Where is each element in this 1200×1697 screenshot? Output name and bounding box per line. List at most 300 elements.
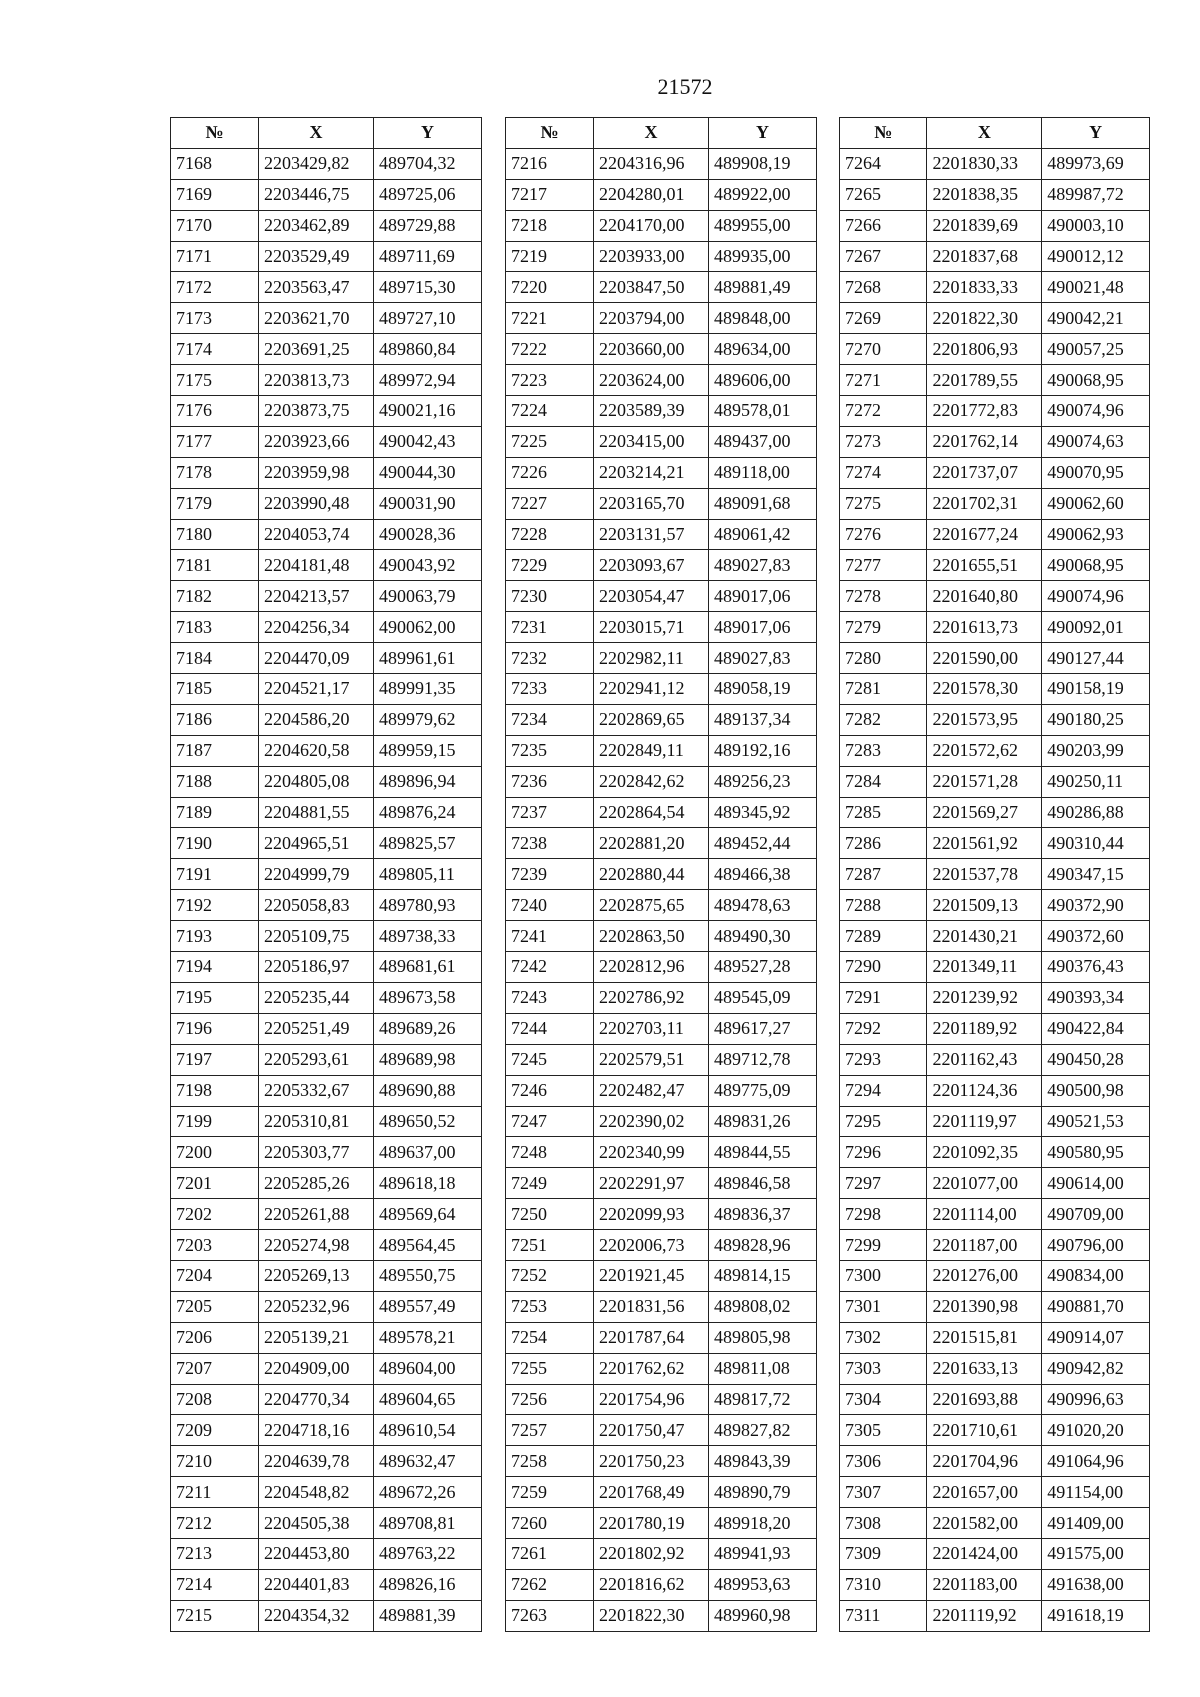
y-coordinate: 490180,25 xyxy=(1042,704,1150,735)
table-row xyxy=(840,365,1150,396)
y-coordinate: 490074,96 xyxy=(1042,581,1150,612)
x-coordinate: 2201124,36 xyxy=(927,1075,1042,1106)
x-coordinate: 2201806,93 xyxy=(927,334,1042,365)
coordinate-table-1 xyxy=(170,117,482,1632)
x-coordinate: 2203165,70 xyxy=(594,488,709,519)
point-number: 7271 xyxy=(840,365,927,396)
x-coordinate: 2204316,96 xyxy=(594,148,709,179)
x-coordinate: 2201569,27 xyxy=(927,797,1042,828)
y-coordinate: 490881,70 xyxy=(1042,1291,1150,1322)
y-coordinate: 489846,58 xyxy=(709,1168,817,1199)
point-number: 7216 xyxy=(506,148,594,179)
y-coordinate: 490062,60 xyxy=(1042,488,1150,519)
point-number: 7180 xyxy=(171,519,259,550)
x-coordinate: 2201162,43 xyxy=(927,1044,1042,1075)
table-row xyxy=(840,674,1150,705)
y-coordinate: 489814,15 xyxy=(709,1260,817,1291)
x-coordinate: 2201572,62 xyxy=(927,735,1042,766)
point-number: 7190 xyxy=(171,828,259,859)
x-coordinate: 2203589,39 xyxy=(594,396,709,427)
point-number: 7194 xyxy=(171,952,259,983)
y-coordinate: 489256,23 xyxy=(709,766,817,797)
table-row xyxy=(840,1446,1150,1477)
table-row xyxy=(506,674,817,705)
header-y: Y xyxy=(1042,118,1150,149)
table-row xyxy=(840,1538,1150,1569)
x-coordinate: 2204213,57 xyxy=(259,581,374,612)
point-number: 7252 xyxy=(506,1260,594,1291)
table-row xyxy=(506,550,817,581)
table-header-row xyxy=(506,118,817,149)
table-row xyxy=(506,1044,817,1075)
y-coordinate: 489578,21 xyxy=(374,1322,482,1353)
x-coordinate: 2203563,47 xyxy=(259,272,374,303)
y-coordinate: 489058,19 xyxy=(709,674,817,705)
y-coordinate: 490044,30 xyxy=(374,457,482,488)
y-coordinate: 490074,96 xyxy=(1042,396,1150,427)
table-row xyxy=(171,396,482,427)
point-number: 7188 xyxy=(171,766,259,797)
point-number: 7290 xyxy=(840,952,927,983)
point-number: 7214 xyxy=(171,1569,259,1600)
x-coordinate: 2201640,80 xyxy=(927,581,1042,612)
table-row xyxy=(840,828,1150,859)
y-coordinate: 489729,88 xyxy=(374,210,482,241)
point-number: 7231 xyxy=(506,612,594,643)
coordinate-table-3 xyxy=(839,117,1150,1632)
x-coordinate: 2204965,51 xyxy=(259,828,374,859)
x-coordinate: 2204548,82 xyxy=(259,1477,374,1508)
table-row xyxy=(171,1538,482,1569)
x-coordinate: 2203015,71 xyxy=(594,612,709,643)
table-row xyxy=(840,643,1150,674)
y-coordinate: 489922,00 xyxy=(709,179,817,210)
point-number: 7264 xyxy=(840,148,927,179)
x-coordinate: 2201430,21 xyxy=(927,921,1042,952)
point-number: 7306 xyxy=(840,1446,927,1477)
table-row xyxy=(840,921,1150,952)
y-coordinate: 490500,98 xyxy=(1042,1075,1150,1106)
point-number: 7205 xyxy=(171,1291,259,1322)
table-row xyxy=(840,612,1150,643)
table-row xyxy=(171,1106,482,1137)
point-number: 7215 xyxy=(171,1600,259,1631)
point-number: 7273 xyxy=(840,426,927,457)
y-coordinate: 490372,60 xyxy=(1042,921,1150,952)
table-row xyxy=(506,921,817,952)
table-row xyxy=(840,210,1150,241)
table-row xyxy=(840,1569,1150,1600)
x-coordinate: 2202390,02 xyxy=(594,1106,709,1137)
y-coordinate: 490422,84 xyxy=(1042,1013,1150,1044)
table-row xyxy=(171,550,482,581)
y-coordinate: 490250,11 xyxy=(1042,766,1150,797)
x-coordinate: 2201114,00 xyxy=(927,1199,1042,1230)
y-coordinate: 490127,44 xyxy=(1042,643,1150,674)
point-number: 7266 xyxy=(840,210,927,241)
table-row xyxy=(506,643,817,674)
point-number: 7297 xyxy=(840,1168,927,1199)
point-number: 7201 xyxy=(171,1168,259,1199)
x-coordinate: 2204401,83 xyxy=(259,1569,374,1600)
point-number: 7169 xyxy=(171,179,259,210)
x-coordinate: 2205109,75 xyxy=(259,921,374,952)
point-number: 7184 xyxy=(171,643,259,674)
x-coordinate: 2202703,11 xyxy=(594,1013,709,1044)
x-coordinate: 2204181,48 xyxy=(259,550,374,581)
point-number: 7301 xyxy=(840,1291,927,1322)
table-row xyxy=(171,1230,482,1261)
y-coordinate: 489118,00 xyxy=(709,457,817,488)
y-coordinate: 490021,16 xyxy=(374,396,482,427)
x-coordinate: 2201830,33 xyxy=(927,148,1042,179)
point-number: 7211 xyxy=(171,1477,259,1508)
point-number: 7171 xyxy=(171,241,259,272)
point-number: 7267 xyxy=(840,241,927,272)
y-coordinate: 489711,69 xyxy=(374,241,482,272)
table-row xyxy=(840,1477,1150,1508)
point-number: 7253 xyxy=(506,1291,594,1322)
point-number: 7291 xyxy=(840,982,927,1013)
y-coordinate: 489805,98 xyxy=(709,1322,817,1353)
y-coordinate: 489808,02 xyxy=(709,1291,817,1322)
x-coordinate: 2201571,28 xyxy=(927,766,1042,797)
point-number: 7261 xyxy=(506,1538,594,1569)
table-row xyxy=(506,426,817,457)
point-number: 7304 xyxy=(840,1384,927,1415)
table-row xyxy=(840,859,1150,890)
point-number: 7269 xyxy=(840,303,927,334)
point-number: 7228 xyxy=(506,519,594,550)
table-row xyxy=(506,365,817,396)
table-row xyxy=(171,272,482,303)
table-row xyxy=(171,1168,482,1199)
table-row xyxy=(506,766,817,797)
y-coordinate: 489550,75 xyxy=(374,1260,482,1291)
table-row xyxy=(506,303,817,334)
y-coordinate: 489672,26 xyxy=(374,1477,482,1508)
point-number: 7241 xyxy=(506,921,594,952)
y-coordinate: 489805,11 xyxy=(374,859,482,890)
table-row xyxy=(506,1230,817,1261)
x-coordinate: 2201655,51 xyxy=(927,550,1042,581)
y-coordinate: 489634,00 xyxy=(709,334,817,365)
table-row xyxy=(840,457,1150,488)
table-row xyxy=(840,241,1150,272)
y-coordinate: 489557,49 xyxy=(374,1291,482,1322)
table-row xyxy=(171,1137,482,1168)
table-row xyxy=(840,1353,1150,1384)
header-y: Y xyxy=(374,118,482,149)
table-row xyxy=(840,272,1150,303)
y-coordinate: 490203,99 xyxy=(1042,735,1150,766)
x-coordinate: 2201633,13 xyxy=(927,1353,1042,1384)
point-number: 7181 xyxy=(171,550,259,581)
table-row xyxy=(506,1446,817,1477)
table-row xyxy=(506,457,817,488)
table-row xyxy=(840,148,1150,179)
x-coordinate: 2201677,24 xyxy=(927,519,1042,550)
point-number: 7209 xyxy=(171,1415,259,1446)
point-number: 7229 xyxy=(506,550,594,581)
y-coordinate: 489017,06 xyxy=(709,612,817,643)
x-coordinate: 2203990,48 xyxy=(259,488,374,519)
point-number: 7192 xyxy=(171,890,259,921)
x-coordinate: 2201702,31 xyxy=(927,488,1042,519)
y-coordinate: 489606,00 xyxy=(709,365,817,396)
table-row xyxy=(171,488,482,519)
y-coordinate: 489955,00 xyxy=(709,210,817,241)
point-number: 7309 xyxy=(840,1538,927,1569)
point-number: 7254 xyxy=(506,1322,594,1353)
x-coordinate: 2201822,30 xyxy=(594,1600,709,1631)
table-row xyxy=(506,1322,817,1353)
y-coordinate: 489918,20 xyxy=(709,1508,817,1539)
table-row xyxy=(506,704,817,735)
point-number: 7227 xyxy=(506,488,594,519)
table-row xyxy=(171,921,482,952)
y-coordinate: 490709,00 xyxy=(1042,1199,1150,1230)
y-coordinate: 490068,95 xyxy=(1042,365,1150,396)
x-coordinate: 2202849,11 xyxy=(594,735,709,766)
y-coordinate: 490521,53 xyxy=(1042,1106,1150,1137)
point-number: 7221 xyxy=(506,303,594,334)
x-coordinate: 2201239,92 xyxy=(927,982,1042,1013)
table-row xyxy=(171,1260,482,1291)
table-row xyxy=(171,766,482,797)
x-coordinate: 2204280,01 xyxy=(594,179,709,210)
y-coordinate: 490003,10 xyxy=(1042,210,1150,241)
x-coordinate: 2202340,99 xyxy=(594,1137,709,1168)
y-coordinate: 490942,82 xyxy=(1042,1353,1150,1384)
table-row xyxy=(840,1137,1150,1168)
x-coordinate: 2202941,12 xyxy=(594,674,709,705)
x-coordinate: 2204639,78 xyxy=(259,1446,374,1477)
y-coordinate: 490074,63 xyxy=(1042,426,1150,457)
point-number: 7255 xyxy=(506,1353,594,1384)
table-row xyxy=(171,519,482,550)
point-number: 7218 xyxy=(506,210,594,241)
table-row xyxy=(506,488,817,519)
x-coordinate: 2201390,98 xyxy=(927,1291,1042,1322)
y-coordinate: 489527,28 xyxy=(709,952,817,983)
point-number: 7210 xyxy=(171,1446,259,1477)
x-coordinate: 2201276,00 xyxy=(927,1260,1042,1291)
point-number: 7206 xyxy=(171,1322,259,1353)
point-number: 7286 xyxy=(840,828,927,859)
x-coordinate: 2204805,08 xyxy=(259,766,374,797)
y-coordinate: 490057,25 xyxy=(1042,334,1150,365)
y-coordinate: 490043,92 xyxy=(374,550,482,581)
point-number: 7239 xyxy=(506,859,594,890)
y-coordinate: 489712,78 xyxy=(709,1044,817,1075)
point-number: 7179 xyxy=(171,488,259,519)
point-number: 7293 xyxy=(840,1044,927,1075)
point-number: 7272 xyxy=(840,396,927,427)
point-number: 7198 xyxy=(171,1075,259,1106)
point-number: 7244 xyxy=(506,1013,594,1044)
table-row xyxy=(506,1168,817,1199)
y-coordinate: 489843,39 xyxy=(709,1446,817,1477)
x-coordinate: 2201816,62 xyxy=(594,1569,709,1600)
table-row xyxy=(506,148,817,179)
x-coordinate: 2201762,62 xyxy=(594,1353,709,1384)
y-coordinate: 489831,26 xyxy=(709,1106,817,1137)
x-coordinate: 2202482,47 xyxy=(594,1075,709,1106)
y-coordinate: 490914,07 xyxy=(1042,1322,1150,1353)
point-number: 7288 xyxy=(840,890,927,921)
x-coordinate: 2201578,30 xyxy=(927,674,1042,705)
point-number: 7260 xyxy=(506,1508,594,1539)
x-coordinate: 2202099,93 xyxy=(594,1199,709,1230)
table-row xyxy=(840,1260,1150,1291)
y-coordinate: 489437,00 xyxy=(709,426,817,457)
y-coordinate: 489452,44 xyxy=(709,828,817,859)
table-row xyxy=(840,1013,1150,1044)
point-number: 7279 xyxy=(840,612,927,643)
table-row xyxy=(506,1013,817,1044)
table-row xyxy=(840,1600,1150,1631)
point-number: 7296 xyxy=(840,1137,927,1168)
point-number: 7245 xyxy=(506,1044,594,1075)
point-number: 7284 xyxy=(840,766,927,797)
y-coordinate: 489091,68 xyxy=(709,488,817,519)
x-coordinate: 2201789,55 xyxy=(927,365,1042,396)
point-number: 7189 xyxy=(171,797,259,828)
y-coordinate: 489725,06 xyxy=(374,179,482,210)
table-row xyxy=(171,1044,482,1075)
table-row xyxy=(171,1415,482,1446)
point-number: 7193 xyxy=(171,921,259,952)
point-number: 7257 xyxy=(506,1415,594,1446)
point-number: 7242 xyxy=(506,952,594,983)
coordinate-table-2 xyxy=(505,117,817,1632)
y-coordinate: 489617,27 xyxy=(709,1013,817,1044)
y-coordinate: 490021,48 xyxy=(1042,272,1150,303)
y-coordinate: 489610,54 xyxy=(374,1415,482,1446)
y-coordinate: 489973,69 xyxy=(1042,148,1150,179)
x-coordinate: 2205186,97 xyxy=(259,952,374,983)
x-coordinate: 2202869,65 xyxy=(594,704,709,735)
point-number: 7250 xyxy=(506,1199,594,1230)
point-number: 7281 xyxy=(840,674,927,705)
point-number: 7226 xyxy=(506,457,594,488)
point-number: 7219 xyxy=(506,241,594,272)
x-coordinate: 2201187,00 xyxy=(927,1230,1042,1261)
y-coordinate: 490376,43 xyxy=(1042,952,1150,983)
table-row xyxy=(171,334,482,365)
y-coordinate: 490042,43 xyxy=(374,426,482,457)
table-row xyxy=(840,1384,1150,1415)
table-row xyxy=(506,581,817,612)
table-row xyxy=(171,704,482,735)
x-coordinate: 2203873,75 xyxy=(259,396,374,427)
point-number: 7225 xyxy=(506,426,594,457)
x-coordinate: 2201737,07 xyxy=(927,457,1042,488)
table-row xyxy=(840,797,1150,828)
x-coordinate: 2203959,98 xyxy=(259,457,374,488)
y-coordinate: 489908,19 xyxy=(709,148,817,179)
y-coordinate: 489673,58 xyxy=(374,982,482,1013)
y-coordinate: 489876,24 xyxy=(374,797,482,828)
y-coordinate: 490310,44 xyxy=(1042,828,1150,859)
point-number: 7183 xyxy=(171,612,259,643)
point-number: 7302 xyxy=(840,1322,927,1353)
x-coordinate: 2202881,20 xyxy=(594,828,709,859)
x-coordinate: 2204470,09 xyxy=(259,643,374,674)
point-number: 7168 xyxy=(171,148,259,179)
point-number: 7303 xyxy=(840,1353,927,1384)
x-coordinate: 2204909,00 xyxy=(259,1353,374,1384)
point-number: 7213 xyxy=(171,1538,259,1569)
point-number: 7185 xyxy=(171,674,259,705)
header-number: № xyxy=(171,118,259,149)
x-coordinate: 2205235,44 xyxy=(259,982,374,1013)
table-row xyxy=(506,1538,817,1569)
x-coordinate: 2202579,51 xyxy=(594,1044,709,1075)
point-number: 7278 xyxy=(840,581,927,612)
y-coordinate: 491409,00 xyxy=(1042,1508,1150,1539)
x-coordinate: 2202006,73 xyxy=(594,1230,709,1261)
point-number: 7287 xyxy=(840,859,927,890)
point-number: 7204 xyxy=(171,1260,259,1291)
y-coordinate: 489979,62 xyxy=(374,704,482,735)
point-number: 7263 xyxy=(506,1600,594,1631)
table-row xyxy=(171,426,482,457)
x-coordinate: 2205293,61 xyxy=(259,1044,374,1075)
table-row xyxy=(840,1508,1150,1539)
y-coordinate: 490062,00 xyxy=(374,612,482,643)
y-coordinate: 489061,42 xyxy=(709,519,817,550)
x-coordinate: 2201787,64 xyxy=(594,1322,709,1353)
table-row xyxy=(506,396,817,427)
point-number: 7265 xyxy=(840,179,927,210)
table-row xyxy=(840,1199,1150,1230)
table-row xyxy=(506,1353,817,1384)
table-row xyxy=(506,952,817,983)
header-number: № xyxy=(506,118,594,149)
y-coordinate: 489017,06 xyxy=(709,581,817,612)
point-number: 7307 xyxy=(840,1477,927,1508)
x-coordinate: 2201119,97 xyxy=(927,1106,1042,1137)
x-coordinate: 2203847,50 xyxy=(594,272,709,303)
table-row xyxy=(506,1199,817,1230)
x-coordinate: 2201839,69 xyxy=(927,210,1042,241)
y-coordinate: 489690,88 xyxy=(374,1075,482,1106)
table-row xyxy=(506,179,817,210)
point-number: 7248 xyxy=(506,1137,594,1168)
y-coordinate: 489844,55 xyxy=(709,1137,817,1168)
y-coordinate: 489681,61 xyxy=(374,952,482,983)
y-coordinate: 489817,72 xyxy=(709,1384,817,1415)
point-number: 7259 xyxy=(506,1477,594,1508)
point-number: 7247 xyxy=(506,1106,594,1137)
table-row xyxy=(171,1477,482,1508)
x-coordinate: 2205261,88 xyxy=(259,1199,374,1230)
x-coordinate: 2203660,00 xyxy=(594,334,709,365)
x-coordinate: 2201750,23 xyxy=(594,1446,709,1477)
table-row xyxy=(506,890,817,921)
point-number: 7230 xyxy=(506,581,594,612)
x-coordinate: 2205310,81 xyxy=(259,1106,374,1137)
y-coordinate: 489775,09 xyxy=(709,1075,817,1106)
table-row xyxy=(840,519,1150,550)
y-coordinate: 489935,00 xyxy=(709,241,817,272)
header-y: Y xyxy=(709,118,817,149)
y-coordinate: 489708,81 xyxy=(374,1508,482,1539)
table-row xyxy=(506,272,817,303)
point-number: 7187 xyxy=(171,735,259,766)
